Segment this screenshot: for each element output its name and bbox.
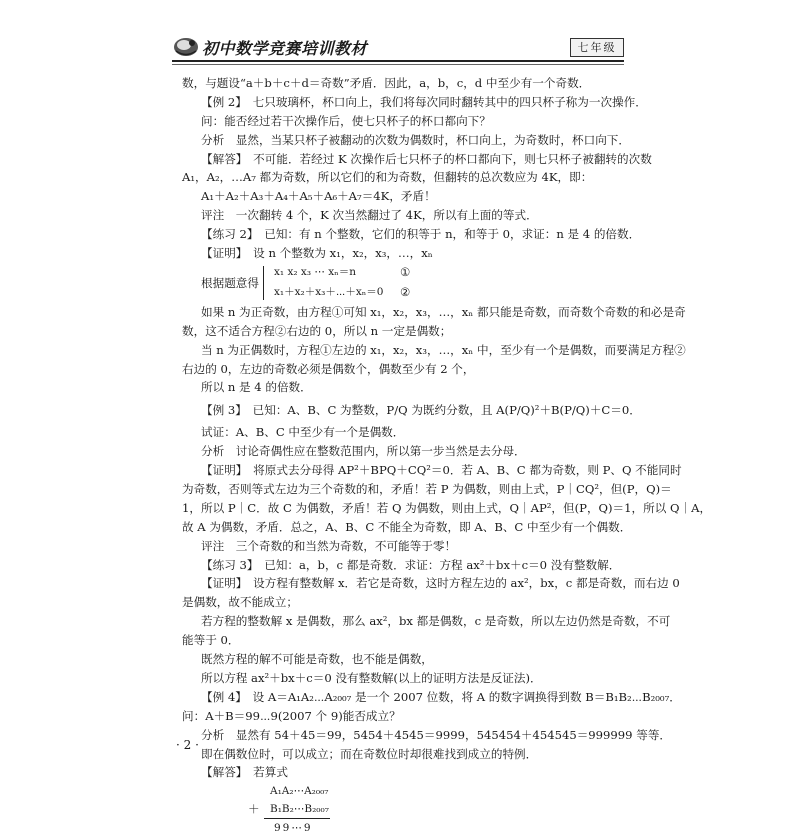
- text-line: 如果 n 为正奇数，由方程①可知 x₁，x₂，x₃，…，xₙ 都只能是奇数，而奇数个奇数的和必是奇: [201, 304, 686, 319]
- header-rule: [172, 60, 624, 62]
- comment-line: 评注 一次翻转 4 个，K 次当然翻过了 4K，所以有上面的等式．: [201, 208, 538, 223]
- proof-line: 【证明】 设方程有整数解 x．若它是奇数，这时方程左边的 ax²，bx，c 都是奇数，而右边 0: [201, 576, 680, 591]
- analysis-line: 分析 显然，当某只杯子被翻动的次数为偶数时，杯口向上，为奇数时，杯口向下．: [201, 132, 630, 147]
- exercise-heading: 【练习 3】 已知：a，b，c 都是奇数．求证：方程 ax²＋bx＋c＝0 没有整数解．: [201, 557, 621, 572]
- proof-line: 【证明】 设 n 个整数为 x₁，x₂，x₃，…，xₙ: [201, 246, 433, 261]
- system-brace: [263, 266, 270, 300]
- plus-sign: ＋: [248, 802, 260, 817]
- solution-line: 【解答】 若算式: [201, 765, 288, 780]
- text-line: 为奇数，否则等式左边为三个奇数的和，矛盾！若 P 为偶数，则由上式，P｜CQ²，但(P，Q)＝: [182, 482, 672, 497]
- header-title: 初中数学竞赛培训教材: [202, 39, 368, 58]
- text-line: 既然方程的解不可能是奇数，也不能是偶数，: [201, 652, 433, 667]
- analysis-line: 分析 显然有 54＋45＝99，5454＋4545＝9999，545454＋454545＝999999 等等．: [201, 727, 672, 742]
- addend-a: A₁A₂⋯A₂₀₀₇: [270, 785, 329, 798]
- text-line: 所以 n 是 4 的倍数．: [201, 380, 312, 395]
- system-equation-1: x₁ x₂ x₃ ⋯ xₙ＝n: [274, 265, 356, 278]
- solution-line: 【解答】 不可能．若经过 K 次操作后七只杯子的杯口都向下，则七只杯子被翻转的次数: [201, 151, 652, 166]
- page-header: [172, 34, 624, 58]
- text-line: 若方程的整数解 x 是偶数，那么 ax²，bx 都是偶数，c 是奇数，所以左边仍然是奇数，不可: [201, 614, 671, 629]
- text-line: 数，与题设“a＋b＋c＋d＝奇数”矛盾．因此，a，b，c，d 中至少有一个奇数．: [182, 76, 591, 90]
- example-heading: 【例 3】 已知：A、B、C 为整数，P/Q 为既约分数，且 A(P/Q)²＋B(P/Q)＋C＝0．: [201, 403, 641, 418]
- exercise-heading: 【练习 2】 已知：有 n 个整数，它们的积等于 n，和等于 0，求证：n 是 4 的倍数．: [201, 227, 641, 242]
- example-heading: 【例 2】 七只玻璃杯，杯口向上，我们将每次同时翻转其中的四只杯子称为一次操作．: [201, 94, 647, 109]
- text-line: 试证：A、B、C 中至少有一个是偶数．: [201, 425, 405, 440]
- text-line: 右边的 0，左边的奇数必须是偶数个，偶数至少有 2 个，: [182, 361, 475, 376]
- page-number: · 2 ·: [176, 738, 199, 752]
- equation-number-1: ①: [400, 264, 411, 279]
- sum-result: 99⋯9: [274, 822, 313, 835]
- text-line: 问：能否经过若干次操作后，使七只杯子的杯口都向下？: [201, 113, 491, 128]
- text-line: 数，这不适合方程②右边的 0，所以 n 一定是偶数；: [182, 323, 452, 338]
- equation-number-2: ②: [400, 284, 411, 299]
- text-line: 所以方程 ax²＋bx＋c＝0 没有整数解(以上的证明方法是反证法)．: [201, 670, 542, 685]
- grade-tab: 七年级: [570, 38, 624, 57]
- system-equation-2: x₁＋x₂＋x₃＋⋯＋xₙ＝0: [274, 285, 384, 298]
- text-line: 问：A＋B＝99⋯9(2007 个 9)能否成立？: [182, 708, 401, 723]
- text-line: 能等于 0．: [182, 633, 240, 648]
- text-line: 故 A 为偶数，矛盾．总之，A、B、C 不能全为奇数，即 A、B、C 中至少有一个偶数．: [182, 519, 632, 534]
- header-rule-thin: [172, 64, 624, 65]
- vertical-addition: [182, 782, 622, 838]
- book-logo-icon: [172, 34, 200, 58]
- text-line: 1，所以 P｜C．故 C 为偶数，矛盾！若 Q 为偶数，则由上式，Q｜AP²，但(P，Q)＝1，所以 Q｜A，: [182, 500, 712, 515]
- text-line: 是偶数，故不能成立；: [182, 595, 298, 610]
- analysis-line: 分析 讨论奇偶性应在整数范围内，所以第一步当然是去分母．: [201, 444, 526, 459]
- equation-line: A₁＋A₂＋A₃＋A₄＋A₅＋A₆＋A₇＝4K，矛盾！: [201, 189, 436, 204]
- text-line: 即在偶数位时，可以成立；而在奇数位时却很难找到成立的特例．: [201, 746, 538, 761]
- addend-b: B₁B₂⋯B₂₀₀₇: [270, 803, 329, 816]
- system-label: 根据题意得: [201, 275, 259, 290]
- text-line: 当 n 为正偶数时，方程①左边的 x₁，x₂，x₃，…，xₙ 中，至少有一个是偶数，而要满足方程②: [201, 342, 686, 357]
- comment-line: 评注 三个奇数的和当然为奇数，不可能等于零！: [201, 538, 457, 553]
- proof-line: 【证明】 将原式去分母得 AP²＋BPQ＋CQ²＝0．若 A、B、C 都为奇数，则 P、Q 不能同时: [201, 463, 682, 478]
- example-heading: 【例 4】 设 A＝A₁A₂⋯A₂₀₀₇ 是一个 2007 位数，将 A 的数字调换得到数 B＝B₁B₂⋯B₂₀₀₇．: [201, 689, 681, 704]
- equation-system: [182, 263, 622, 303]
- page-content: [182, 74, 712, 838]
- text-line: A₁，A₂，…A₇ 都为奇数，所以它们的和为奇数，但翻转的总次数应为 4K，即：: [182, 170, 593, 185]
